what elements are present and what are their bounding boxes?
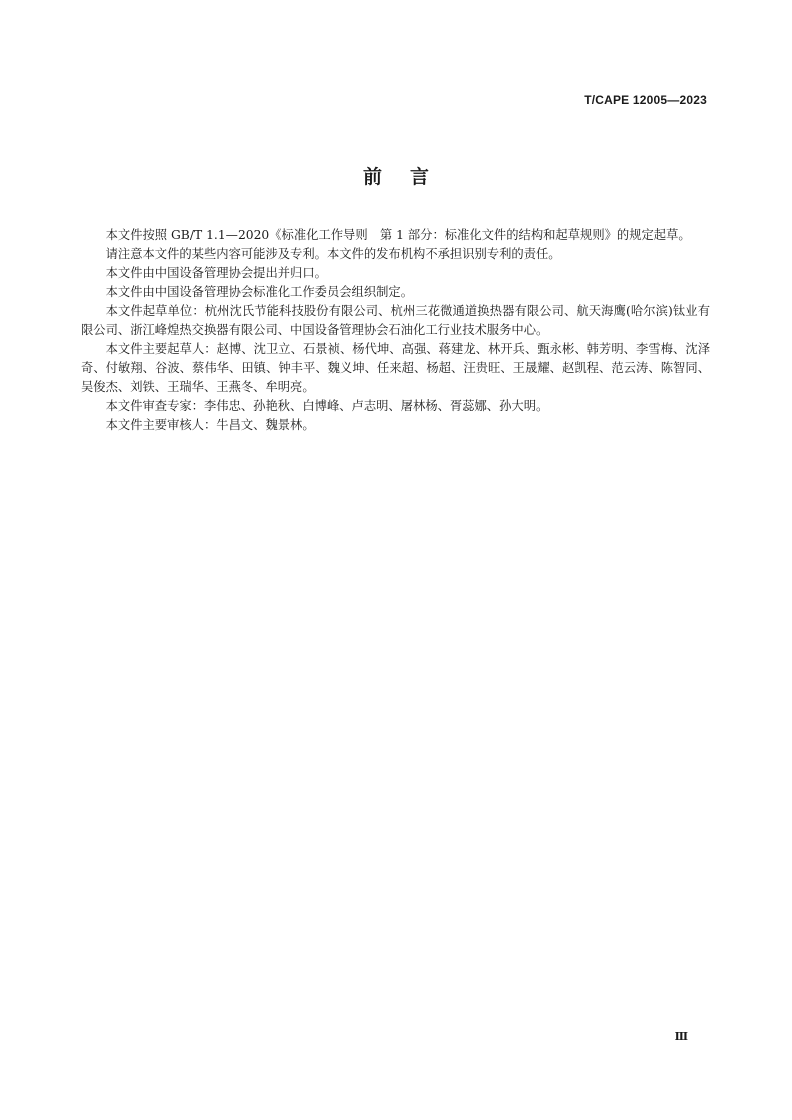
page-title: 前言 [362,166,457,188]
page-number: Ⅲ [674,1030,688,1043]
foreword-body [81,226,710,435]
paragraph-main-reviewers: 本文件主要审核人：牛昌文、魏景林。 [105,418,315,432]
paragraph-organized-by: 本文件由中国设备管理协会标准化工作委员会组织制定。 [105,285,414,299]
paragraph-main-drafters: 本文件主要起草人：赵博、沈卫立、石景祯、杨代坤、高强、蒋建龙、林开兵、甄永彬、韩芳明、李雪梅、沈泽奇、付敏翔、谷波、蔡伟华、田镇、钟丰平、魏义坤、任来超、杨超、汪贵旺、王晟耀、赵凯程、范云涛、陈智同、吴俊杰、刘铁、王瑞华、王燕冬、牟明亮。 [81,342,710,394]
document-code: T/CAPE 12005—2023 [584,93,707,107]
paragraph-patent-notice: 请注意本文件的某些内容可能涉及专利。本文件的发布机构不承担识别专利的责任。 [105,247,561,261]
paragraph-review-experts: 本文件审查专家：李伟忠、孙艳秋、白博峰、卢志明、屠林杨、胥蕊娜、孙大明。 [105,399,549,413]
paragraph-proposed-by: 本文件由中国设备管理协会提出并归口。 [105,266,327,280]
paragraph-drafting-units: 本文件起草单位：杭州沈氏节能科技股份有限公司、杭州三花微通道换热器有限公司、航天海鹰(哈尔滨)钛业有限公司、浙江峰煌热交换器有限公司、中国设备管理协会石油化工行业技术服务中心。 [81,304,710,337]
paragraph-drafting-rules: 本文件按照 GB/T 1.1—2020《标准化工作导则 第 1 部分：标准化文件的结构和起草规则》的规定起草。 [105,228,691,242]
